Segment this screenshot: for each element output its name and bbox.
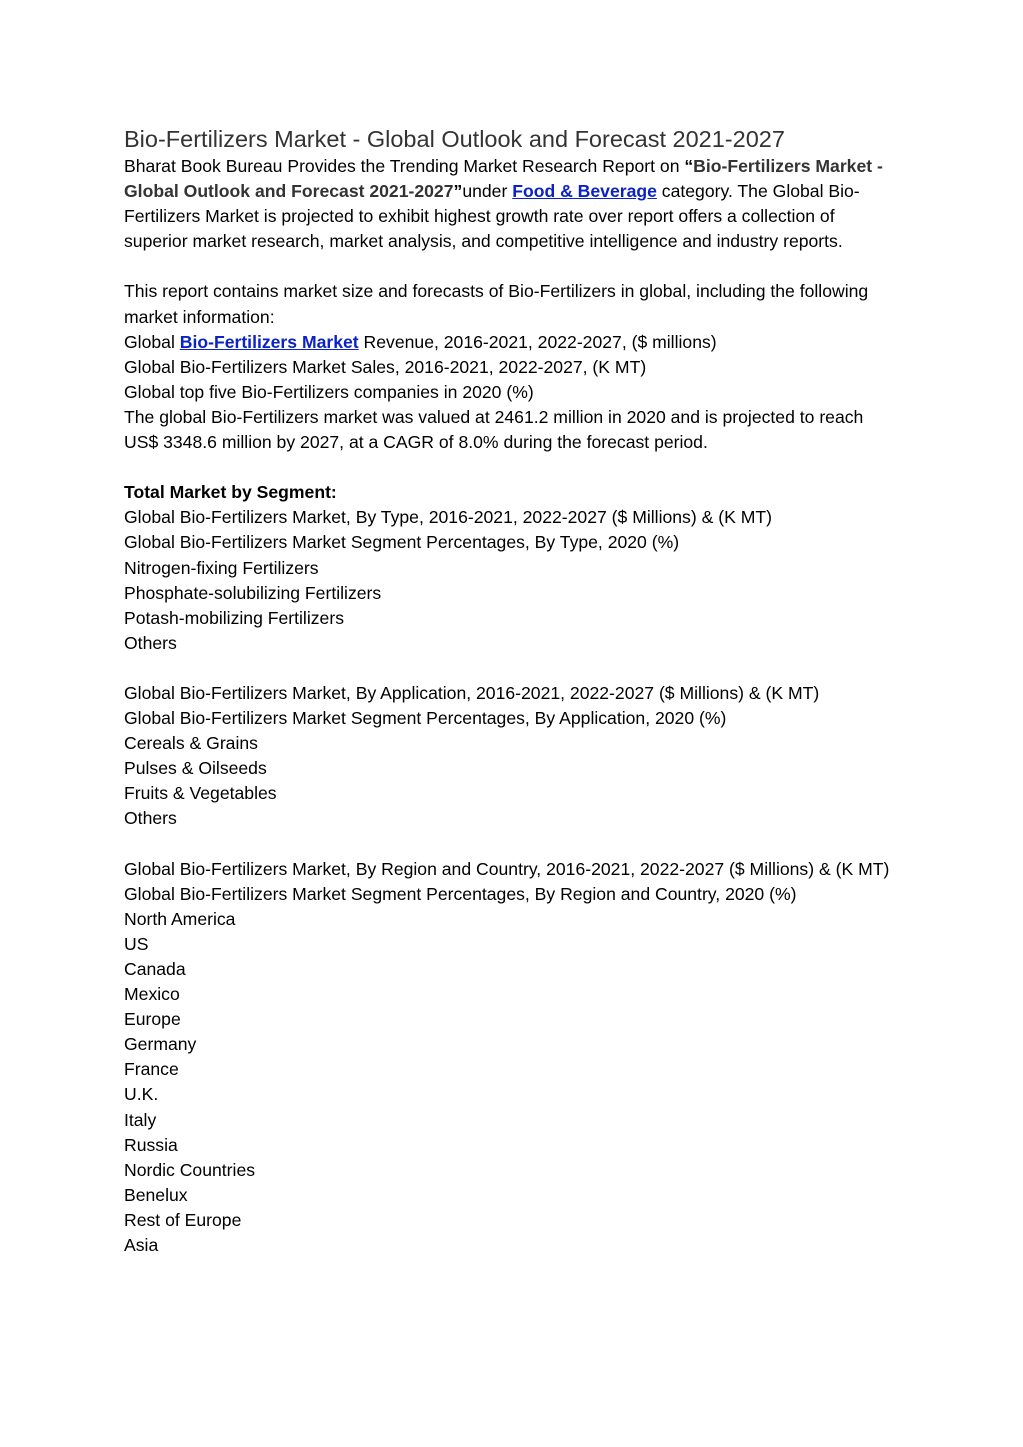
- segment-application-block: [124, 681, 894, 832]
- valuation-line: The global Bio-Fertilizers market was valued at 2461.2 million in 2020 and is projected to reach US$ 3348.6 million by 2027, at a CAGR of 8.0% during the forecast period.: [124, 406, 864, 453]
- intro-paragraph: [124, 154, 894, 254]
- list-item: Others: [124, 808, 177, 829]
- list-item: Cereals & Grains: [124, 733, 258, 754]
- list-item: Phosphate-solubilizing Fertilizers: [124, 582, 382, 603]
- by-type-pct-line: Global Bio-Fertilizers Market Segment Percentages, By Type, 2020 (%): [124, 532, 680, 553]
- list-item: Nordic Countries: [124, 1159, 256, 1180]
- contents-paragraph: [124, 279, 894, 455]
- close-quote: ”: [453, 181, 463, 202]
- list-item: Asia: [124, 1235, 159, 1256]
- open-quote: “: [684, 156, 694, 176]
- market-link[interactable]: Bio-Fertilizers Market: [179, 331, 359, 352]
- list-item: Others: [124, 632, 177, 653]
- intro-under: under: [462, 181, 513, 202]
- category-link[interactable]: Food & Beverage: [512, 181, 657, 202]
- list-item: Pulses & Oilseeds: [124, 758, 267, 779]
- top-five-line: Global top five Bio-Fertilizers companies in 2020 (%): [124, 381, 534, 402]
- revenue-prefix: Global: [124, 331, 180, 352]
- list-item: Italy: [124, 1109, 157, 1130]
- by-application-line: Global Bio-Fertilizers Market, By Application, 2016-2021, 2022-2027 ($ Millions) & (K MT): [124, 682, 820, 703]
- by-region-line: Global Bio-Fertilizers Market, By Region and Country, 2016-2021, 2022-2027 ($ Millions) & (K MT): [124, 858, 890, 879]
- spacer: [124, 254, 894, 279]
- list-item: U.K.: [124, 1084, 159, 1105]
- revenue-line: [124, 330, 894, 355]
- revenue-suffix: Revenue, 2016-2021, 2022-2027, ($ millions): [358, 331, 717, 352]
- intro-lead: Bharat Book Bureau Provides the Trending Market Research Report on: [124, 156, 685, 176]
- list-item: Mexico: [124, 984, 180, 1005]
- segment-heading: Total Market by Segment:: [124, 482, 337, 503]
- by-type-line: Global Bio-Fertilizers Market, By Type, 2016-2021, 2022-2027 ($ Millions) & (K MT): [124, 507, 772, 528]
- by-application-pct-line: Global Bio-Fertilizers Market Segment Percentages, By Application, 2020 (%): [124, 708, 727, 729]
- page-title: Bio-Fertilizers Market - Global Outlook and Forecast 2021-2027: [124, 126, 785, 152]
- list-item: Europe: [124, 1009, 181, 1030]
- contents-lead: This report contains market size and forecasts of Bio-Fertilizers in global, including the following market information:: [124, 281, 869, 327]
- list-item: US: [124, 933, 149, 954]
- report-name: Bio-Fertilizers Market - Global Outlook and Forecast 2021-2027: [124, 156, 883, 202]
- list-item: Nitrogen-fixing Fertilizers: [124, 557, 319, 578]
- list-item: Canada: [124, 959, 186, 979]
- intro-tail: category. The Global Bio-Fertilizers Market is projected to exhibit highest growth rate over report offers a collection of superior market research, market analysis, and competitive intelligence and industry reports.: [124, 181, 860, 252]
- list-item: Germany: [124, 1034, 197, 1055]
- list-item: Potash-mobilizing Fertilizers: [124, 607, 344, 628]
- segment-type-block: [124, 480, 894, 656]
- spacer: [124, 832, 894, 857]
- list-item: North America: [124, 908, 236, 929]
- list-item: Russia: [124, 1134, 178, 1155]
- document-page: [124, 124, 894, 1258]
- by-region-pct-line: Global Bio-Fertilizers Market Segment Percentages, By Region and Country, 2020 (%): [124, 883, 797, 904]
- list-item: France: [124, 1059, 179, 1080]
- sales-line: Global Bio-Fertilizers Market Sales, 2016-2021, 2022-2027, (K MT): [124, 356, 647, 377]
- spacer: [124, 455, 894, 480]
- spacer: [124, 656, 894, 681]
- list-item: Fruits & Vegetables: [124, 783, 277, 804]
- list-item: Benelux: [124, 1184, 188, 1205]
- list-item: Rest of Europe: [124, 1209, 242, 1230]
- segment-region-block: [124, 857, 894, 1259]
